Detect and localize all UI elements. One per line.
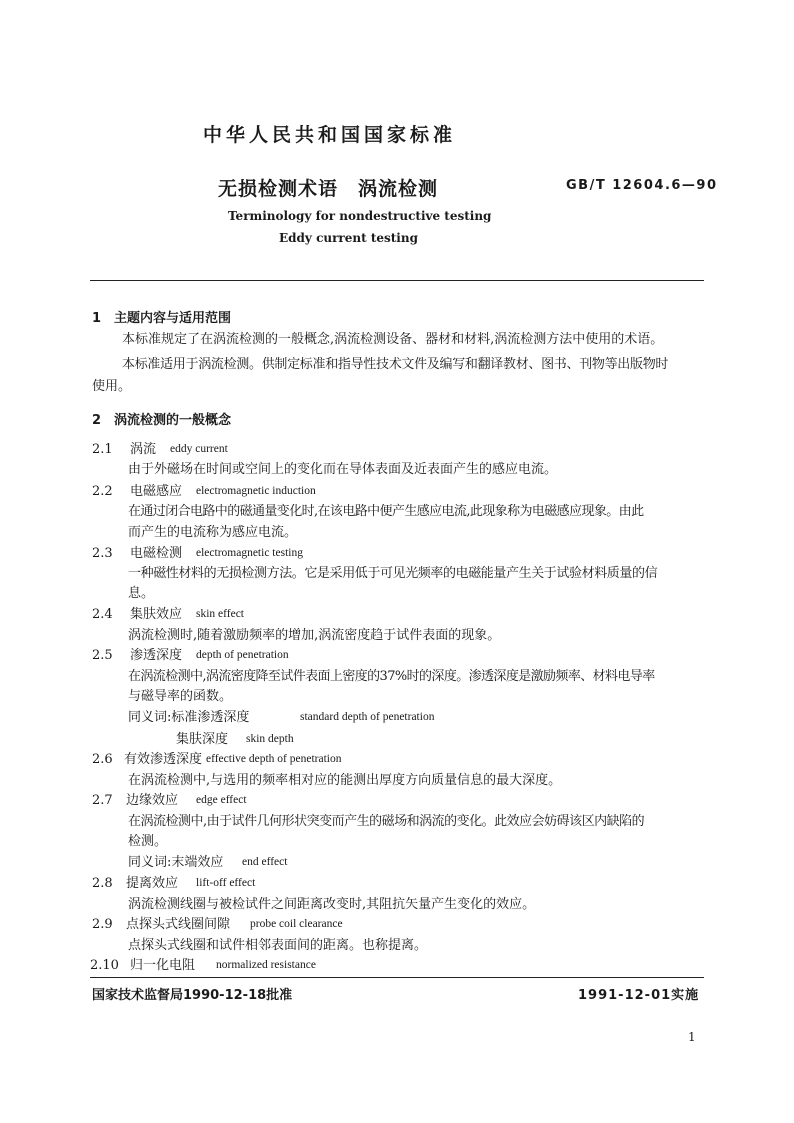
synonym-en: standard depth of penetration [300, 711, 435, 723]
term-definition: 在涡流检测中,与选用的频率相对应的能测出厚度方向质量信息的最大深度。 [128, 773, 562, 788]
term-definition: 一种磁性材料的无损检测方法。它是采用低于可见光频率的电磁能量产生关于试验材料质量的信 [128, 566, 658, 581]
synonym-cn: 同义词:末端效应 [128, 855, 224, 870]
term-number: 2.3 [92, 546, 113, 561]
term-definition: 涡流检测时,随着激励频率的增加,涡流密度趋于试件表面的现象。 [128, 628, 501, 643]
term-definition: 由于外磁场在时间或空间上的变化而在导体表面及近表面产生的感应电流。 [128, 462, 558, 477]
term-name-cn: 电磁检测 [130, 546, 183, 561]
section-1-para-2-line-2: 使用。 [92, 379, 132, 394]
footer-divider [90, 977, 704, 978]
term-number: 2.9 [92, 917, 113, 932]
term-definition: 涡流检测线圈与被检试件之间距离改变时,其阻抗矢量产生变化的效应。 [128, 897, 536, 912]
section-1-heading: 1 主题内容与适用范围 [92, 311, 232, 326]
section-1-para-2-line-1: 本标准适用于涡流检测。供制定标准和指导性技术文件及编写和翻译教材、图书、刊物等出版物时 [122, 357, 669, 372]
term-definition: 与磁导率的函数。 [128, 689, 233, 704]
section-2-heading: 2 涡流检测的一般概念 [92, 413, 232, 428]
synonym-cn: 集肤深度 [176, 732, 229, 747]
term-definition: 在通过闭合电路中的磁通量变化时,在该电路中便产生感应电流,此现象称为电磁感应现象。由此 [128, 504, 644, 519]
term-name-cn: 点探头式线圈间隙 [126, 917, 231, 932]
term-number: 2.8 [92, 876, 113, 891]
term-name-cn: 涡流 [130, 442, 157, 457]
page-number: 1 [688, 1030, 696, 1044]
header-divider [90, 280, 704, 281]
document-title-cn: 无损检测术语 涡流检测 [218, 178, 439, 200]
term-name-cn: 有效渗透深度 [124, 752, 203, 767]
term-number: 2.1 [92, 442, 113, 457]
term-definition: 在涡流检测中,由于试件几何形状突变而产生的磁场和涡流的变化。此效应会妨碍该区内缺陷的 [128, 814, 645, 829]
document-title-en-2: Eddy current testing [279, 231, 418, 245]
term-name-cn: 电磁感应 [130, 484, 183, 499]
synonym-en: skin depth [246, 733, 294, 745]
synonym-cn: 同义词:标准渗透深度 [128, 710, 250, 725]
term-number: 2.2 [92, 484, 113, 499]
term-number: 2.7 [92, 793, 113, 808]
term-name-en: electromagnetic induction [196, 485, 316, 497]
term-name-en: edge effect [196, 794, 247, 806]
term-definition: 而产生的电流称为感应电流。 [128, 525, 298, 540]
term-name-en: probe coil clearance [250, 918, 343, 930]
term-definition: 息。 [128, 586, 155, 601]
term-number: 2.5 [92, 648, 113, 663]
implementation-date: 1991-12-01实施 [578, 988, 700, 1003]
term-name-en: lift-off effect [196, 877, 256, 889]
term-definition: 在涡流检测中,涡流密度降至试件表面上密度的37%时的深度。渗透深度是激励频率、材料电导率 [128, 669, 655, 684]
term-number: 2.4 [92, 607, 113, 622]
term-name-cn: 提离效应 [126, 876, 179, 891]
term-name-cn: 边缘效应 [126, 793, 179, 808]
term-definition: 检测。 [128, 834, 168, 849]
term-name-en: effective depth of penetration [206, 753, 342, 765]
term-number: 2.6 [92, 752, 113, 767]
term-name-en: normalized resistance [216, 959, 316, 971]
term-definition: 点探头式线圈和试件相邻表面间的距离。也称提离。 [128, 938, 428, 953]
term-name-cn: 渗透深度 [130, 648, 183, 663]
section-1-para-1: 本标准规定了在涡流检测的一般概念,涡流检测设备、器材和材料,涡流检测方法中使用的术语。 [122, 332, 664, 347]
term-name-cn: 集肤效应 [130, 607, 183, 622]
term-name-en: eddy current [170, 443, 228, 455]
national-standard-label: 中华人民共和国国家标准 [203, 124, 457, 146]
term-name-en: skin effect [196, 608, 245, 620]
term-name-cn: 归一化电阻 [130, 958, 196, 973]
term-name-en: depth of penetration [196, 649, 289, 661]
term-name-en: electromagnetic testing [196, 547, 303, 559]
standard-code: GB/T 12604.6—90 [566, 178, 718, 193]
approval-note: 国家技术监督局1990-12-18批准 [92, 988, 293, 1003]
document-title-en-1: Terminology for nondestructive testing [228, 209, 492, 223]
term-number: 2.10 [90, 958, 119, 973]
synonym-en: end effect [242, 856, 288, 868]
